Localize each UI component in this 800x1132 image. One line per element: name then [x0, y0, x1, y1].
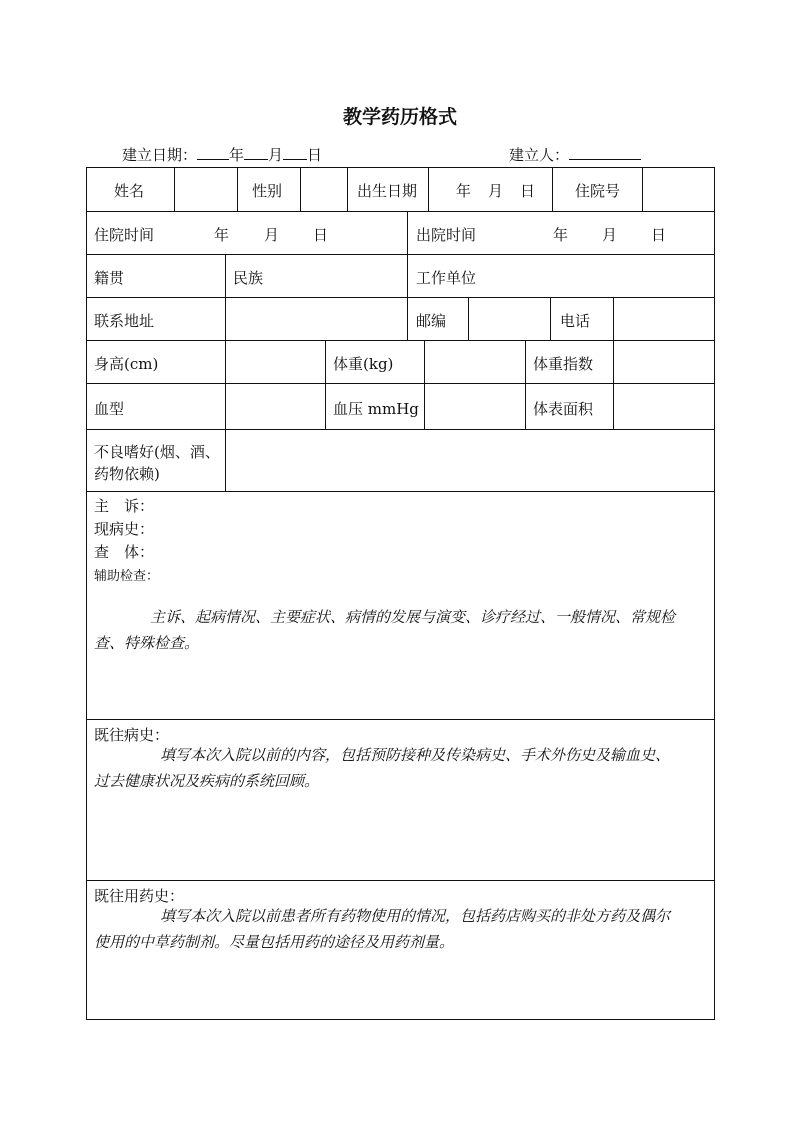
table-border-top — [86, 167, 715, 168]
col-divider — [550, 297, 551, 340]
creation-date-label: 建立日期： — [122, 146, 198, 164]
birth-month-label: 月 — [488, 182, 504, 200]
birth-year-label: 年 — [456, 182, 472, 200]
row-divider — [86, 254, 715, 255]
bmi-label: 体重指数 — [533, 355, 594, 373]
physical-exam-label: 查 体： — [94, 543, 155, 561]
row-divider — [86, 211, 715, 212]
year-label: 年 — [229, 146, 245, 164]
auxiliary-exam-label: 辅助检查： — [94, 569, 160, 584]
section3-note-line1: 填写本次入院以前患者所有药物使用的情况，包括药店购买的非处方药及偶尔 — [160, 907, 671, 925]
medication-history-label: 既往用药史： — [94, 887, 185, 905]
page-title: 教学药历格式 — [342, 106, 457, 128]
creator-blank[interactable] — [569, 145, 641, 160]
col-divider — [300, 167, 301, 211]
month-label: 月 — [268, 146, 284, 164]
col-divider — [552, 167, 553, 211]
month-blank[interactable] — [244, 145, 268, 160]
section2-note-line1: 填写本次入院以前的内容，包括预防接种及传染病史、手术外伤史及输血史、 — [160, 746, 671, 764]
row-divider — [86, 880, 715, 881]
col-divider — [225, 297, 226, 340]
col-divider — [225, 340, 226, 429]
admission-day-label: 日 — [313, 226, 329, 244]
ethnicity-label: 民族 — [233, 269, 264, 287]
present-illness-label: 现病史： — [94, 520, 155, 538]
creator-row — [509, 144, 641, 165]
row-divider — [86, 340, 715, 341]
col-divider — [174, 167, 175, 211]
table-border-left — [86, 167, 87, 1020]
hospital-number-label: 住院号 — [575, 182, 621, 200]
col-divider — [468, 297, 469, 340]
row-divider — [86, 383, 715, 384]
day-label: 日 — [307, 146, 323, 164]
discharge-year-label: 年 — [553, 226, 569, 244]
admission-month-label: 月 — [264, 226, 280, 244]
row-divider — [86, 297, 715, 298]
admission-year-label: 年 — [214, 226, 230, 244]
discharge-day-label: 日 — [651, 226, 667, 244]
creator-label: 建立人： — [509, 146, 570, 164]
col-divider — [428, 167, 429, 211]
discharge-month-label: 月 — [602, 226, 618, 244]
birth-date-label: 出生日期 — [357, 182, 418, 200]
name-label: 姓名 — [114, 182, 145, 200]
height-label: 身高(cm) — [94, 355, 159, 373]
habits-label-line1: 不良嗜好(烟、酒、 — [94, 443, 220, 461]
col-divider — [225, 254, 226, 297]
postcode-label: 邮编 — [416, 312, 447, 330]
creation-date-row — [122, 144, 322, 165]
col-divider — [347, 167, 348, 211]
table-border-bottom — [86, 1019, 715, 1020]
discharge-time-label: 出院时间 — [416, 226, 477, 244]
section2-note-line2: 过去健康状况及疾病的系统回顾。 — [94, 772, 320, 790]
habits-label-line2: 药物依赖) — [94, 465, 160, 483]
section3-note-line2: 使用的中草药制剂。尽量包括用药的途径及用药剂量。 — [94, 933, 455, 951]
admission-time-label: 住院时间 — [94, 226, 155, 244]
blood-pressure-label: 血压 mmHg — [333, 400, 419, 418]
col-divider — [424, 340, 425, 429]
gender-label: 性别 — [252, 182, 283, 200]
address-label: 联系地址 — [94, 312, 155, 330]
col-divider — [613, 340, 614, 429]
native-place-label: 籍贯 — [94, 269, 125, 287]
row-divider — [86, 719, 715, 720]
row-divider — [86, 429, 715, 430]
col-divider — [613, 297, 614, 340]
col-divider — [642, 167, 643, 211]
col-divider — [407, 297, 408, 340]
col-divider — [225, 429, 226, 491]
blood-type-label: 血型 — [94, 400, 125, 418]
past-history-label: 既往病史： — [94, 726, 170, 744]
day-blank[interactable] — [283, 145, 307, 160]
birth-day-label: 日 — [520, 182, 536, 200]
year-blank[interactable] — [197, 145, 229, 160]
col-divider — [237, 167, 238, 211]
weight-label: 体重(kg) — [333, 355, 394, 373]
body-surface-area-label: 体表面积 — [533, 400, 594, 418]
row-divider — [86, 491, 715, 492]
col-divider — [325, 340, 326, 429]
section1-note-line1: 主诉、起病情况、主要症状、病情的发展与演变、诊疗经过、一般情况、常规检 — [150, 608, 676, 626]
table-border-right — [714, 167, 715, 1020]
chief-complaint-label: 主 诉： — [94, 497, 155, 515]
section1-note-line2: 查、特殊检查。 — [94, 634, 200, 652]
col-divider — [525, 340, 526, 429]
col-divider — [407, 254, 408, 297]
phone-label: 电话 — [560, 312, 591, 330]
col-divider — [407, 211, 408, 254]
work-unit-label: 工作单位 — [416, 269, 477, 287]
